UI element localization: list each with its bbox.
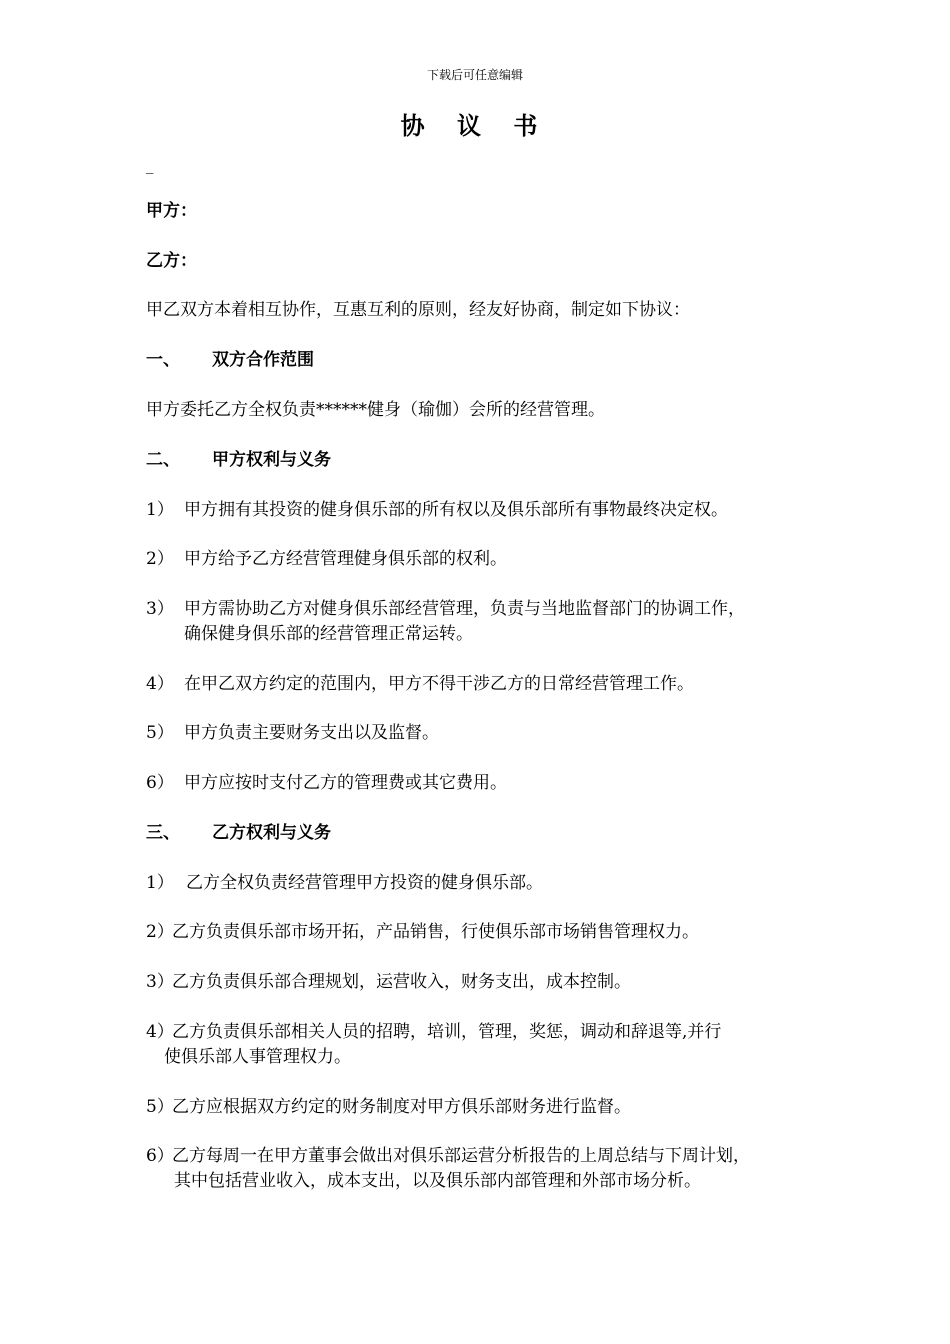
list-item xyxy=(146,671,694,697)
item-text: 乙方负责俱乐部市场开拓，产品销售，行使俱乐部市场销售管理权力。 xyxy=(172,922,699,942)
section-title: 双方合作范围 xyxy=(212,350,314,370)
list-item xyxy=(146,969,631,995)
list-item xyxy=(146,596,745,622)
section-number: 二、 xyxy=(146,450,180,470)
item-text: 甲方负责主要财务支出以及监督。 xyxy=(184,723,439,743)
section-title: 乙方权利与义务 xyxy=(212,823,331,843)
list-item xyxy=(146,919,699,945)
intro-paragraph: 甲乙双方本着相互协作，互惠互利的原则，经友好协商，制定如下协议： xyxy=(146,300,690,320)
list-item xyxy=(146,1143,750,1169)
item-number: 5） xyxy=(146,723,174,743)
item-continuation: 其中包括营业收入，成本支出，以及俱乐部内部管理和外部市场分析。 xyxy=(174,1171,701,1191)
item-text: 甲方给予乙方经营管理健身俱乐部的权利。 xyxy=(184,549,507,569)
item-number: 1） xyxy=(146,500,174,520)
item-number: 5） xyxy=(146,1097,174,1117)
section-title: 甲方权利与义务 xyxy=(212,450,331,470)
item-text: 乙方全权负责经营管理甲方投资的健身俱乐部。 xyxy=(186,873,543,893)
item-continuation: 确保健身俱乐部的经营管理正常运转。 xyxy=(184,624,473,644)
item-number: 4） xyxy=(146,1022,174,1042)
list-item xyxy=(146,870,543,896)
list-item xyxy=(146,546,507,572)
item-text: 在甲乙双方约定的范围内，甲方不得干涉乙方的日常经营管理工作。 xyxy=(184,674,694,694)
item-text: 甲方应按时支付乙方的管理费或其它费用。 xyxy=(184,773,507,793)
section-heading xyxy=(146,347,314,373)
item-number: 2） xyxy=(146,549,174,569)
item-number: 6） xyxy=(146,1146,174,1166)
item-continuation: 使俱乐部人事管理权力。 xyxy=(164,1047,351,1067)
party-b-label: 乙方： xyxy=(146,251,197,271)
header-note: 下载后可任意编辑 xyxy=(426,68,523,82)
item-number: 1） xyxy=(146,873,174,893)
party-a-label: 甲方： xyxy=(146,201,197,221)
section-number: 一、 xyxy=(146,350,180,370)
section-number: 三、 xyxy=(146,823,180,843)
item-text: 甲方需协助乙方对健身俱乐部经营管理，负责与当地监督部门的协调工作， xyxy=(184,599,745,619)
document-title: 协 议 书 xyxy=(400,112,550,140)
item-text: 乙方负责俱乐部相关人员的招聘，培训，管理，奖惩，调动和辞退等,并行 xyxy=(172,1022,722,1042)
item-number: 3） xyxy=(146,972,174,992)
list-item xyxy=(146,720,439,746)
list-item xyxy=(146,497,728,523)
item-text: 甲方拥有其投资的健身俱乐部的所有权以及俱乐部所有事物最终决定权。 xyxy=(184,500,728,520)
item-number: 3） xyxy=(146,599,174,619)
item-number: 2） xyxy=(146,922,174,942)
list-item xyxy=(146,770,507,796)
section-heading xyxy=(146,447,331,473)
underscore-mark: _ xyxy=(146,156,154,174)
item-text: 乙方应根据双方约定的财务制度对甲方俱乐部财务进行监督。 xyxy=(172,1097,631,1117)
section-heading xyxy=(146,820,331,846)
list-item xyxy=(146,1019,721,1045)
item-text: 乙方每周一在甲方董事会做出对俱乐部运营分析报告的上周总结与下周计划， xyxy=(172,1146,750,1166)
item-text: 乙方负责俱乐部合理规划，运营收入，财务支出，成本控制。 xyxy=(172,972,631,992)
item-number: 4） xyxy=(146,674,174,694)
item-number: 6） xyxy=(146,773,174,793)
list-item xyxy=(146,1094,631,1120)
section-body: 甲方委托乙方全权负责******健身（瑜伽）会所的经营管理。 xyxy=(146,400,605,420)
